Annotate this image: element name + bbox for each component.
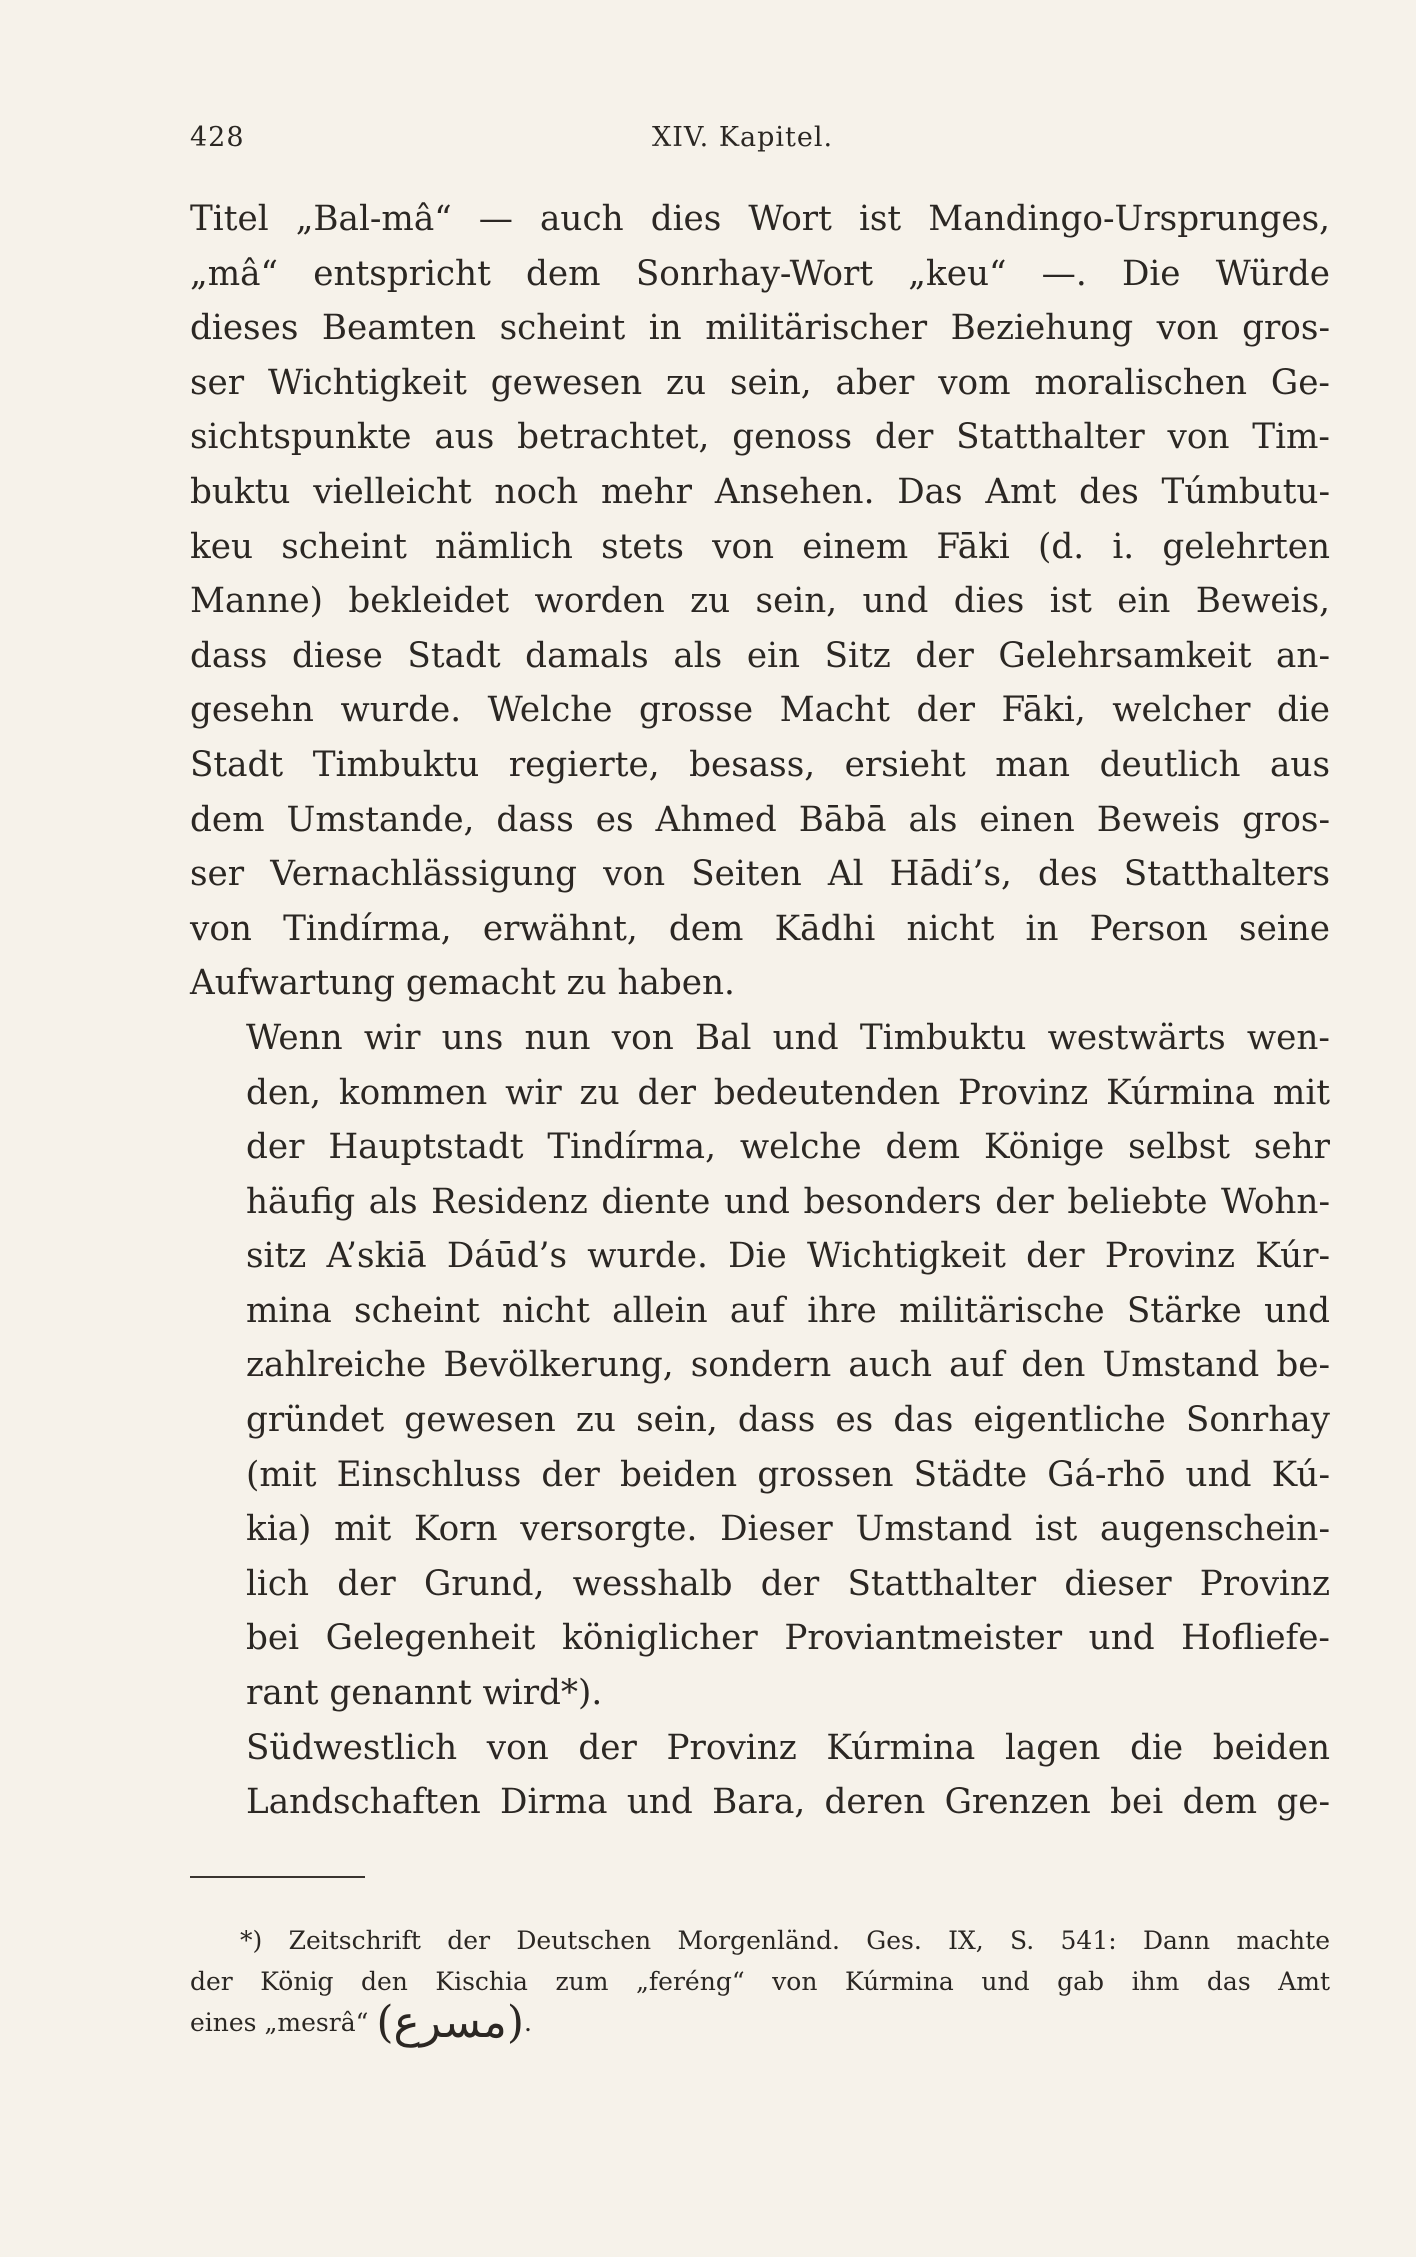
text-line: häufig als Residenz diente und besonders der beliebte Wohn- [246, 1181, 1330, 1222]
page-number: 428 [190, 122, 245, 153]
text-line: sitz A’skiā Dáūd’s wurde. Die Wichtigkeit der Provinz Kúr- [246, 1236, 1330, 1277]
paragraph-2 [190, 1011, 1330, 1721]
text-line: rant genannt wird*). [246, 1673, 603, 1714]
running-header [190, 122, 1330, 162]
text-line: ser Wichtigkeit gewesen zu sein, aber vom moralischen Ge- [190, 362, 1330, 403]
text-line: kia) mit Korn versorgte. Dieser Umstand ist augenschein- [246, 1509, 1330, 1550]
text-line: Stadt Timbuktu regierte, besass, ersieht man deutlich aus [190, 744, 1330, 785]
footnote-line: *) Zeitschrift der Deutschen Morgenländ. Ges. IX, S. 541: Dann machte [240, 1926, 1330, 1955]
text-line: Südwestlich von der Provinz Kúrmina lagen die beiden [246, 1727, 1330, 1768]
text-line: lich der Grund, wesshalb der Statthalter dieser Provinz [246, 1563, 1330, 1604]
footnote [190, 1920, 1330, 2048]
text-line: zahlreiche Bevölkerung, sondern auch auf den Umstand be- [246, 1345, 1330, 1386]
text-line: Wenn wir uns nun von Bal und Timbuktu westwärts wen- [246, 1017, 1330, 1058]
text-line: (mit Einschluss der beiden grossen Städte Gá-rhō und Kú- [246, 1454, 1330, 1495]
footnote-line: der König den Kischia zum „feréng“ von Kúrmina und gab ihm das Amt [190, 1967, 1330, 1996]
footnote-divider [190, 1876, 365, 1878]
text-line: den, kommen wir zu der bedeutenden Provinz Kúrmina mit [246, 1072, 1330, 1113]
text-line: gründet gewesen zu sein, dass es das eigentliche Sonrhay [246, 1400, 1330, 1441]
text-line: buktu vielleicht noch mehr Ansehen. Das Amt des Túmbutu- [190, 471, 1330, 512]
main-text [190, 192, 1330, 1830]
paragraph-3 [190, 1721, 1330, 1830]
text-line: dieses Beamten scheint in militärischer Beziehung von gros- [190, 308, 1330, 349]
text-line: mina scheint nicht allein auf ihre militärische Stärke und [246, 1290, 1330, 1331]
text-line: Aufwartung gemacht zu haben. [190, 963, 735, 1004]
footnote-line-last: eines „mesrâ“ (مسرع). [190, 1997, 532, 2048]
text-line: Titel „Bal-mâ“ — auch dies Wort ist Mandingo-Ursprunges, [190, 199, 1330, 239]
text-line: dass diese Stadt damals als ein Sitz der Gelehrsamkeit an- [190, 635, 1330, 676]
text-line: bei Gelegenheit königlicher Proviantmeister und Hofliefe- [246, 1618, 1330, 1659]
text-line: gesehn wurde. Welche grosse Macht der Fāki, welcher die [190, 690, 1330, 731]
arabic-word: (مسرع) [376, 1997, 525, 2048]
text-line: Landschaften Dirma und Bara, deren Grenzen bei dem ge- [246, 1782, 1330, 1823]
text-line: von Tindírma, erwähnt, dem Kādhi nicht in Person seine [190, 908, 1330, 949]
text-line: sichtspunkte aus betrachtet, genoss der Statthalter von Tim- [190, 417, 1330, 458]
paragraph-1 [190, 192, 1330, 1011]
chapter-title: XIV. Kapitel. [652, 122, 834, 153]
text-line: dem Umstande, dass es Ahmed Bābā als einen Beweis gros- [190, 799, 1330, 840]
footnote-text: eines „mesrâ“ [190, 2008, 369, 2037]
text-line: ser Vernachlässigung von Seiten Al Hādi’s, des Statthalters [190, 854, 1330, 895]
text-line: der Hauptstadt Tindírma, welche dem Könige selbst sehr [246, 1127, 1330, 1168]
text-line: keu scheint nämlich stets von einem Fāki (d. i. gelehrten [190, 526, 1330, 567]
text-line: Manne) bekleidet worden zu sein, und dies ist ein Beweis, [190, 581, 1330, 622]
text-line: „mâ“ entspricht dem Sonrhay-Wort „keu“ —. Die Würde [190, 253, 1330, 294]
